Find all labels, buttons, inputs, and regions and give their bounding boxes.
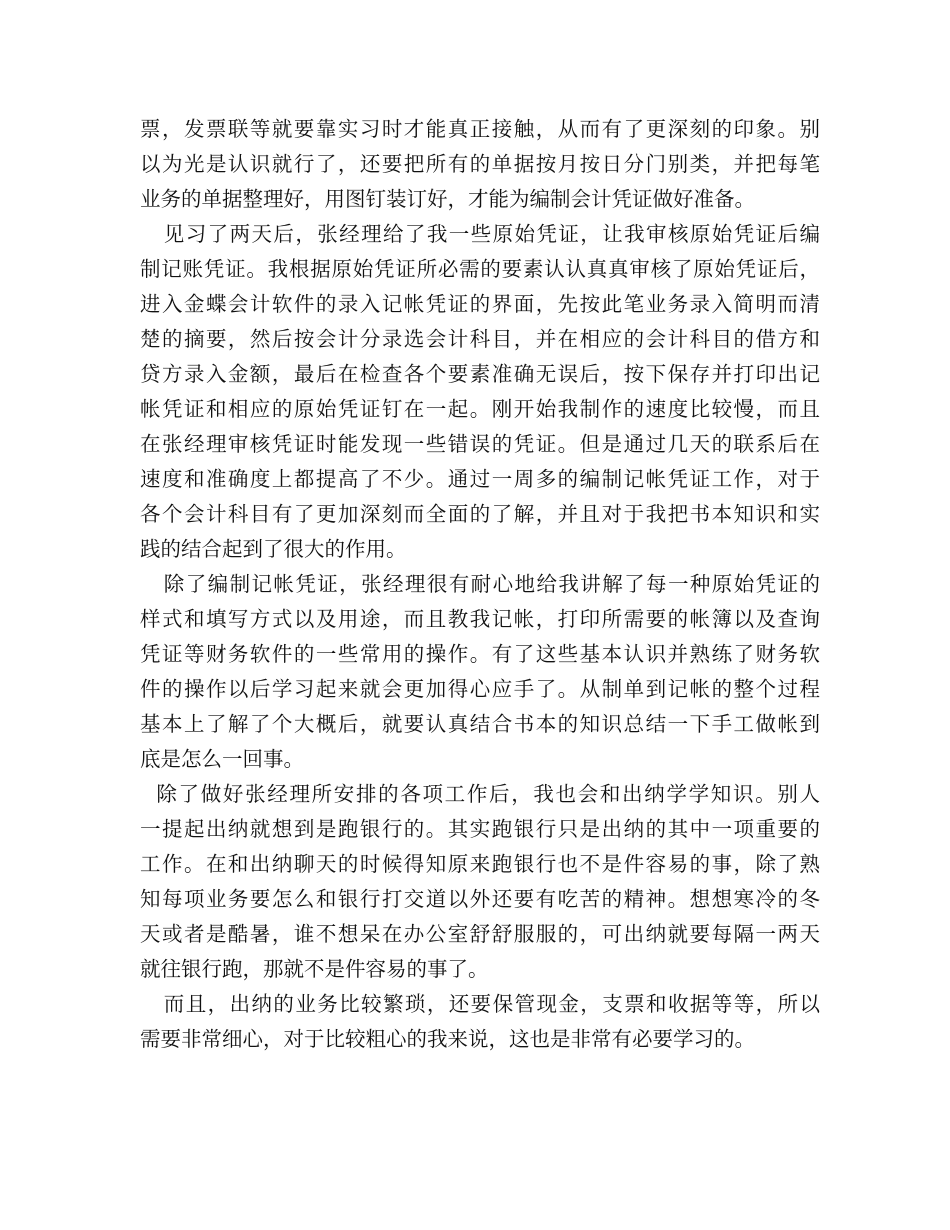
text-line: 基本上了解了个大概后，就要认真结合书本的知识总结一下手工做帐到	[140, 712, 820, 736]
body-text	[140, 112, 820, 1057]
text-line: 就往银行跑，那就不是件容易的事了。	[140, 957, 489, 981]
text-line: 制记账凭证。我根据原始凭证所必需的要素认认真真审核了原始凭证后，	[140, 257, 820, 281]
text-line: 知每项业务要怎么和银行打交道以外还要有吃苦的精神。想想寒冷的冬	[140, 887, 820, 911]
text-line: 天或者是酷暑，谁不想呆在办公室舒舒服服的，可出纳就要每隔一两天	[140, 922, 820, 946]
text-line: 而且，出纳的业务比较繁琐，还要保管现金，支票和收据等等，所以	[140, 992, 820, 1016]
text-line: 楚的摘要，然后按会计分录选会计科目，并在相应的会计科目的借方和	[140, 327, 820, 351]
text-line: 工作。在和出纳聊天的时候得知原来跑银行也不是件容易的事，除了熟	[140, 852, 820, 876]
text-line: 样式和填写方式以及用途，而且教我记帐，打印所需要的帐簿以及查询	[140, 607, 820, 631]
text-line: 除了做好张经理所安排的各项工作后，我也会和出纳学学知识。别人	[140, 782, 820, 806]
text-line: 除了编制记帐凭证，张经理很有耐心地给我讲解了每一种原始凭证的	[140, 572, 820, 596]
text-line: 见习了两天后，张经理给了我一些原始凭证，让我审核原始凭证后编	[140, 222, 820, 246]
text-line: 在张经理审核凭证时能发现一些错误的凭证。但是通过几天的联系后在	[140, 432, 820, 456]
text-line: 一提起出纳就想到是跑银行的。其实跑银行只是出纳的其中一项重要的	[140, 817, 820, 841]
text-line: 进入金蝶会计软件的录入记帐凭证的界面，先按此笔业务录入简明而清	[140, 292, 820, 316]
text-line: 需要非常细心，对于比较粗心的我来说，这也是非常有必要学习的。	[140, 1027, 755, 1051]
text-line: 速度和准确度上都提高了不少。通过一周多的编制记帐凭证工作，对于	[140, 467, 820, 491]
text-line: 践的结合起到了很大的作用。	[140, 537, 407, 561]
text-line: 帐凭证和相应的原始凭证钉在一起。刚开始我制作的速度比较慢，而且	[140, 397, 820, 421]
text-line: 票，发票联等就要靠实习时才能真正接触，从而有了更深刻的印象。别	[140, 117, 820, 141]
text-line: 各个会计科目有了更加深刻而全面的了解，并且对于我把书本知识和实	[140, 502, 820, 526]
text-line: 贷方录入金额，最后在检查各个要素准确无误后，按下保存并打印出记	[140, 362, 820, 386]
text-line: 凭证等财务软件的一些常用的操作。有了这些基本认识并熟练了财务软	[140, 642, 820, 666]
text-line: 业务的单据整理好，用图钉装订好，才能为编制会计凭证做好准备。	[140, 187, 755, 211]
text-line: 底是怎么一回事。	[140, 747, 304, 771]
text-line: 以为光是认识就行了，还要把所有的单据按月按日分门别类，并把每笔	[140, 152, 820, 176]
text-line: 件的操作以后学习起来就会更加得心应手了。从制单到记帐的整个过程	[140, 677, 820, 701]
